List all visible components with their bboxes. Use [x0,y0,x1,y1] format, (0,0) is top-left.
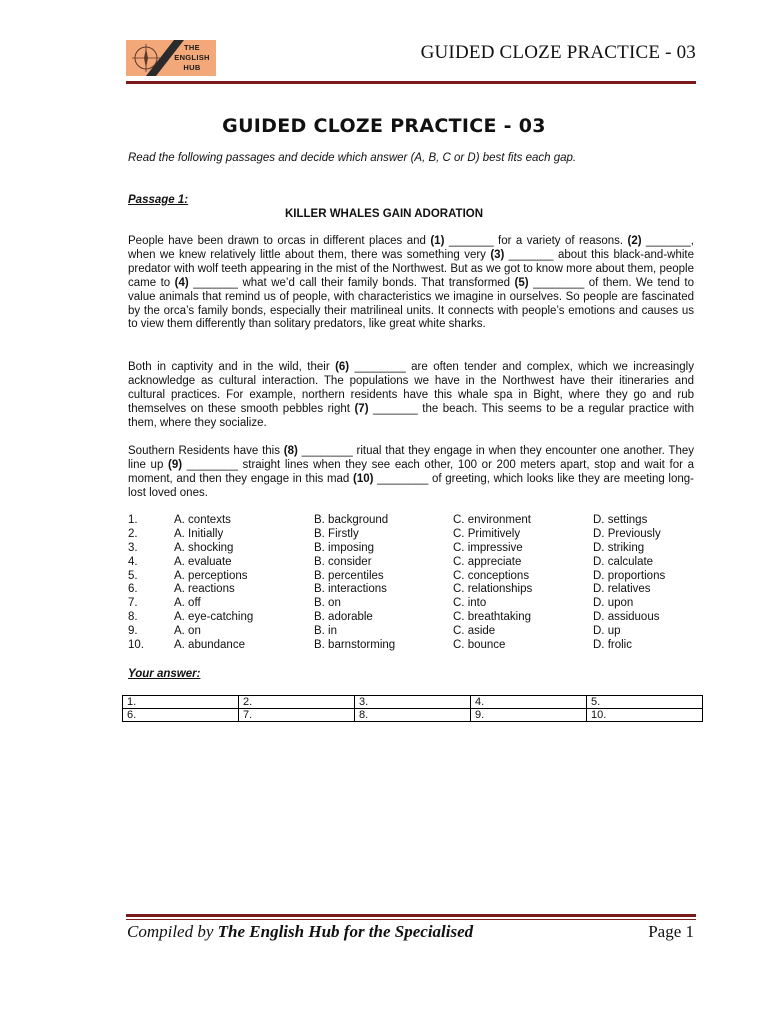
question-number: 3. [128,541,138,554]
answer-cell[interactable]: 4. [471,696,587,709]
header-divider [126,81,696,84]
option-row [128,570,694,584]
option-b: B. Firstly [314,527,359,540]
compiled-by: The English Hub for the Specialised [217,922,474,941]
option-c: C. appreciate [453,555,522,568]
option-row [128,625,694,639]
option-row [128,542,694,556]
passage-paragraph: Both in captivity and in the wild, their (6) ________ are often tender and complex, which we increasingly acknowledge as cultural interaction. The populations we have in the Northwest have their itineraries and cultural practices. For example, northern residents have this whale spa in Bight, where they go and rub themselves on these smooth pebbles right (7) _______ the beach. This seems to be a regular practice with them, where they socialize. [128,361,694,429]
page-number: Page 1 [648,922,694,941]
option-a: A. Initially [174,527,224,540]
option-c: C. bounce [453,639,506,652]
question-number: 9. [128,625,138,638]
question-number: 7. [128,597,138,610]
option-row [128,597,694,611]
logo-text: THE ENGLISH HUB [174,43,210,72]
question-number: 5. [128,569,138,582]
passage-paragraph: Southern Residents have this (8) ________ ritual that they engage in when they encounter one another. They line up (9) ________ straight lines when they see each other, 100 or 200 meters apart, stop and wait for a moment, and then they engage in this mad (10) ________ of greeting, which looks like they are meeting long-lost loved ones. [128,445,694,499]
compiled-prefix: Compiled by [127,922,218,941]
option-b: B. adorable [314,611,373,624]
option-a: A. shocking [174,541,234,554]
option-b: B. consider [314,555,372,568]
answer-cell[interactable]: 8. [355,709,471,722]
option-row [128,583,694,597]
option-b: B. percentiles [314,569,384,582]
page-title: GUIDED CLOZE PRACTICE - 03 [222,115,546,137]
option-c: C. relationships [453,583,533,596]
question-number: 1. [128,514,138,526]
answer-label: Your answer: [128,668,201,680]
option-a: A. eye-catching [174,611,254,624]
answer-cell[interactable]: 9. [471,709,587,722]
option-c: C. breathtaking [453,611,531,624]
option-d: D. striking [593,541,645,554]
option-c: C. into [453,597,487,610]
question-number: 6. [128,583,138,596]
question-number: 4. [128,555,138,568]
answer-cell[interactable]: 3. [355,696,471,709]
option-a: A. reactions [174,583,235,596]
option-a: A. abundance [174,639,245,652]
option-row [128,639,694,653]
option-d: D. assiduous [593,611,660,624]
option-d: D. relatives [593,583,651,596]
option-b: B. interactions [314,583,387,596]
answer-options [128,514,694,653]
answer-cell[interactable]: 7. [239,709,355,722]
option-d: D. frolic [593,639,632,652]
header-title: GUIDED CLOZE PRACTICE - 03 [420,42,696,63]
option-c: C. environment [453,514,531,526]
option-a: A. contexts [174,514,231,526]
option-b: B. in [314,625,338,638]
option-c: C. aside [453,625,496,638]
option-d: D. settings [593,514,648,526]
option-b: B. on [314,597,341,610]
footer-credit [127,922,473,942]
option-row [128,528,694,542]
option-c: C. conceptions [453,569,530,582]
option-d: D. Previously [593,527,661,540]
option-a: A. evaluate [174,555,232,568]
option-b: B. imposing [314,541,375,554]
footer-divider-thin [126,919,696,920]
option-a: A. on [174,625,201,638]
answer-cell[interactable]: 1. [123,696,239,709]
instructions: Read the following passages and decide which answer (A, B, C or D) best fits each gap. [128,152,577,164]
option-c: C. Primitively [453,527,521,540]
option-a: A. off [174,597,201,610]
answer-table [122,695,703,722]
option-a: A. perceptions [174,569,248,582]
question-number: 8. [128,611,138,624]
table-row [123,709,703,722]
option-row [128,611,694,625]
option-c: C. impressive [453,541,523,554]
footer-divider [126,914,696,917]
answer-cell[interactable]: 2. [239,696,355,709]
answer-cell[interactable]: 5. [587,696,703,709]
option-b: B. barnstorming [314,639,396,652]
option-d: D. calculate [593,555,654,568]
option-d: D. proportions [593,569,666,582]
passage-label: Passage 1: [128,194,189,206]
table-row [123,696,703,709]
passage-paragraph: People have been drawn to orcas in different places and (1) _______ for a variety of reasons. (2) _______, when we knew relatively little about them, there was something very (3) _______ about this black-and-white predator with wolf teeth appearing in the mist of the Northwest. But as we got to know more about them, people came to (4) _______ what we’d call their family bonds. That transformed (5) ________ of them. We tend to value animals that remind us of people, with characteristics we imagine in ourselves. So people are fascinated by the orca’s family bonds, especially their matrilineal units. It connects with people’s emotions and causes us to view them differently than solitary predators, like great white sharks. [128,235,695,331]
option-d: D. up [593,625,621,638]
question-number: 2. [128,527,138,540]
answer-cell[interactable]: 10. [587,709,703,722]
page-header [126,38,696,82]
passage-title: KILLER WHALES GAIN ADORATION [284,208,484,220]
option-b: B. background [314,514,389,526]
option-row [128,556,694,570]
answer-cell[interactable]: 6. [123,709,239,722]
option-row [128,514,694,528]
question-number: 10. [128,639,144,652]
english-hub-logo [126,40,216,76]
option-d: D. upon [593,597,634,610]
